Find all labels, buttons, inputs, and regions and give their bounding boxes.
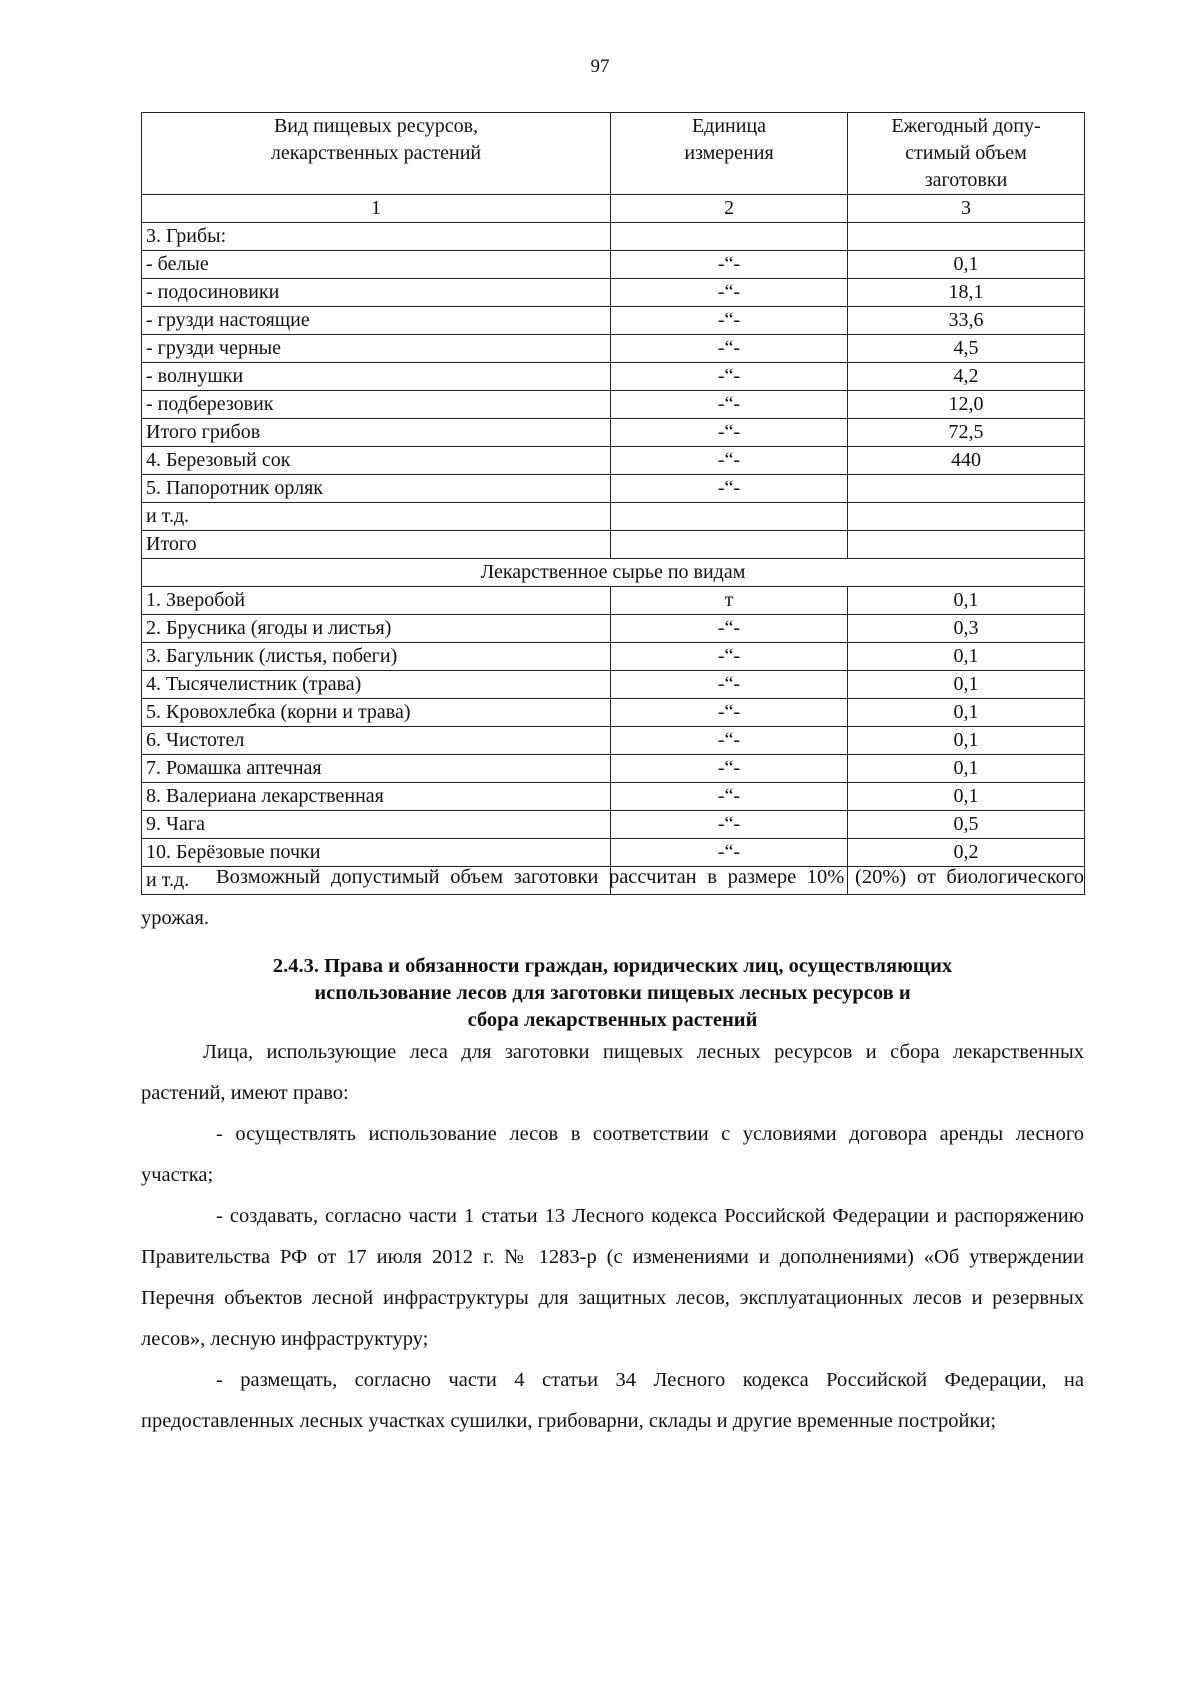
table-body-food-resources (142, 223, 1085, 559)
row-value: 0,5 (848, 811, 1085, 839)
row-value: 0,1 (848, 727, 1085, 755)
row-name: 5. Папоротник орляк (142, 475, 611, 503)
row-name: 7. Ромашка аптечная (142, 755, 611, 783)
row-name: - грузди настоящие (142, 307, 611, 335)
section-title: Лекарственное сырье по видам (142, 559, 1085, 587)
row-value: 0,1 (848, 643, 1085, 671)
section-heading: 2.4.3. Права и обязанности граждан, юридических лиц, осуществляющих использование лесов для заготовки пищевых лесных ресурсов и сбора лекарственных растений (272, 955, 953, 1031)
row-value: 440 (848, 447, 1085, 475)
row-name: 2. Брусника (ягоды и листья) (142, 615, 611, 643)
row-name: и т.д. (142, 867, 611, 895)
table-row (142, 699, 1085, 727)
table-row (142, 783, 1085, 811)
table-row (142, 279, 1085, 307)
row-unit: -“- (611, 755, 848, 783)
row-name: 3. Багульник (листья, побеги) (142, 643, 611, 671)
row-unit: -“- (611, 839, 848, 867)
column-number: 3 (848, 195, 1085, 223)
row-name: - подосиновики (142, 279, 611, 307)
table-row (142, 251, 1085, 279)
table-row (142, 531, 1085, 559)
row-value: 72,5 (848, 419, 1085, 447)
row-value: 0,1 (848, 671, 1085, 699)
table-row (142, 587, 1085, 615)
row-name: 8. Валериана лекарственная (142, 783, 611, 811)
row-unit: -“- (611, 419, 848, 447)
resources-table-container (141, 112, 1084, 895)
row-name: - волнушки (142, 363, 611, 391)
row-unit: т (611, 587, 848, 615)
row-name: - грузди черные (142, 335, 611, 363)
row-value: 0,2 (848, 839, 1085, 867)
table-row (142, 391, 1085, 419)
row-unit: -“- (611, 811, 848, 839)
table-row (142, 671, 1085, 699)
row-unit: -“- (611, 447, 848, 475)
row-name: 3. Грибы: (142, 223, 611, 251)
table-row (142, 223, 1085, 251)
table-header-row (142, 113, 1085, 195)
row-value: 0,1 (848, 251, 1085, 279)
row-unit: -“- (611, 699, 848, 727)
row-unit: -“- (611, 727, 848, 755)
row-name: 9. Чага (142, 811, 611, 839)
row-name: 6. Чистотел (142, 727, 611, 755)
row-value: 4,2 (848, 363, 1085, 391)
row-unit (611, 223, 848, 251)
column-number-row (142, 195, 1085, 223)
column-number: 1 (142, 195, 611, 223)
row-unit: -“- (611, 643, 848, 671)
row-value: 18,1 (848, 279, 1085, 307)
row-name: 5. Кровохлебка (корни и трава) (142, 699, 611, 727)
row-value: 33,6 (848, 307, 1085, 335)
row-unit: -“- (611, 671, 848, 699)
table-row (142, 363, 1085, 391)
row-unit: -“- (611, 391, 848, 419)
row-value: 0,1 (848, 699, 1085, 727)
rights-paragraphs (141, 1032, 1084, 1442)
row-unit: -“- (611, 251, 848, 279)
row-unit: -“- (611, 475, 848, 503)
row-name: 1. Зверобой (142, 587, 611, 615)
row-unit: -“- (611, 615, 848, 643)
row-value: 4,5 (848, 335, 1085, 363)
header-resource-type: Вид пищевых ресурсов, лекарственных растений (142, 113, 611, 195)
table-row (142, 503, 1085, 531)
row-value (848, 531, 1085, 559)
row-unit: -“- (611, 335, 848, 363)
row-unit (611, 531, 848, 559)
table-section-medicinal (142, 559, 1085, 587)
row-unit: -“- (611, 783, 848, 811)
row-name: - подберезовик (142, 391, 611, 419)
row-unit (611, 503, 848, 531)
table-row (142, 755, 1085, 783)
row-name: Итого грибов (142, 419, 611, 447)
paragraph: - создавать, согласно части 1 статьи 13 Лесного кодекса Российской Федерации и распоряжению Правительства РФ от 17 июля 2012 г. № 1283-р (с изменениями и дополнениями) «Об утверждении Перечня объектов лесной инфраструктуры для защитных лесов, эксплуатационных лесов и резервных лесов», лесную инфраструктуру; (141, 1205, 1084, 1350)
row-name: 4. Березовый сок (142, 447, 611, 475)
row-unit: -“- (611, 279, 848, 307)
row-name: и т.д. (142, 503, 611, 531)
row-value (848, 475, 1085, 503)
paragraph: - осуществлять использование лесов в соответствии с условиями договора аренды лесного участка; (141, 1123, 1084, 1186)
row-unit: -“- (611, 363, 848, 391)
table-row (142, 475, 1085, 503)
row-value: 0,1 (848, 783, 1085, 811)
table-row (142, 727, 1085, 755)
note-block (141, 857, 1084, 939)
table-row (142, 307, 1085, 335)
row-unit: -“- (611, 307, 848, 335)
page-number: 97 (590, 56, 610, 77)
row-value: 0,3 (848, 615, 1085, 643)
resources-table (141, 112, 1085, 895)
header-unit: Единица измерения (611, 113, 848, 195)
row-value: 12,0 (848, 391, 1085, 419)
table-body-medicinal-resources (142, 587, 1085, 895)
section-row (142, 559, 1085, 587)
row-name: 4. Тысячелистник (трава) (142, 671, 611, 699)
row-name: 10. Берёзовые почки (142, 839, 611, 867)
row-value (848, 223, 1085, 251)
header-annual-volume: Ежегодный допу- стимый объем заготовки (848, 113, 1085, 195)
table-row (142, 615, 1085, 643)
row-name: - белые (142, 251, 611, 279)
row-value: 0,1 (848, 587, 1085, 615)
row-value (848, 503, 1085, 531)
row-name: Итого (142, 531, 611, 559)
paragraph: Лица, использующие леса для заготовки пищевых лесных ресурсов и сбора лекарственных растений, имеют право: (141, 1041, 1084, 1104)
table-row (142, 811, 1085, 839)
table-row (142, 447, 1085, 475)
table-row (142, 643, 1085, 671)
paragraph: - размещать, согласно части 4 статьи 34 Лесного кодекса Российской Федерации, на предоставленных лесных участках сушилки, грибоварни, склады и другие временные постройки; (141, 1369, 1084, 1432)
note-paragraph: Возможный допустимый объем заготовки рассчитан в размере 10% (20%) от биологического урожая. (141, 866, 1084, 929)
column-number: 2 (611, 195, 848, 223)
table-row (142, 335, 1085, 363)
table-row (142, 419, 1085, 447)
row-value: 0,1 (848, 755, 1085, 783)
